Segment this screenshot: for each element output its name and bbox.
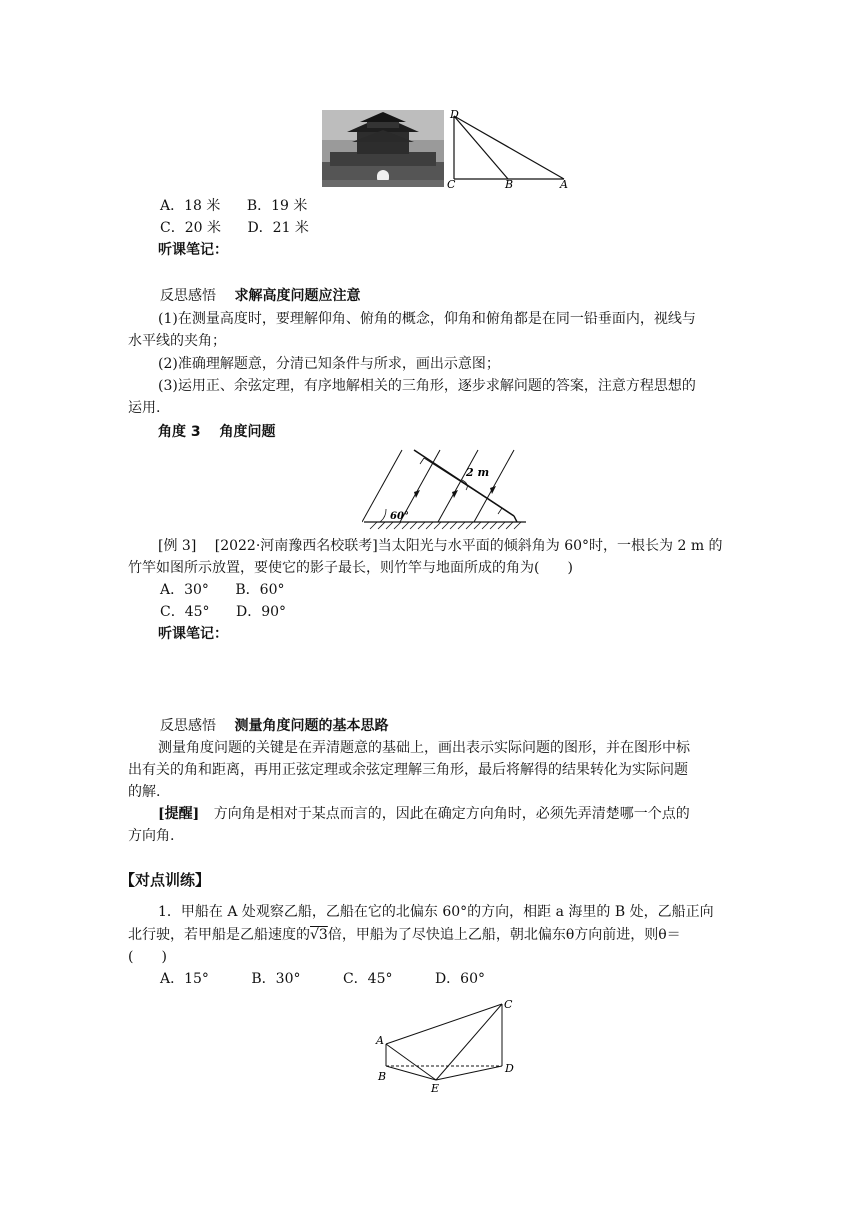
sun-ray-figure — [362, 446, 532, 530]
reflection-1-p2: (2)准确理解题意，分清已知条件与所求，画出示意图； — [158, 356, 500, 372]
label-a: A — [560, 178, 568, 190]
practice-q1-line3: ( ) — [128, 949, 167, 965]
reflection-1-p3-line2: 运用. — [128, 400, 161, 416]
label-b3: B — [378, 1070, 387, 1083]
tip-label: [提醒] — [158, 806, 200, 822]
label-b: B — [505, 178, 514, 190]
label-d: D — [450, 108, 459, 121]
reflection-1-p1-line1: (1)在测量高度时，要理解仰角、俯角的概念，仰角和俯角都是在同一铅垂面内，视线与 — [158, 311, 696, 327]
reflection-2-line3: 的解. — [128, 784, 161, 800]
prism-figure — [370, 994, 520, 1094]
sqrt3: √3 — [310, 927, 328, 943]
reflection-2-line2: 出有关的角和距离，再用正弦定理或余弦定理解三角形，最后将解得的结果转化为实际问题 — [128, 762, 688, 778]
tower-photo — [322, 110, 444, 187]
label-e3: E — [431, 1082, 440, 1094]
practice-q1-line1: 1．甲船在 A 处观察乙船，乙船在它的北偏东 60°的方向，相距 a 海里的 B 处，乙船正向 — [158, 904, 714, 920]
reflection-1-title: 求解高度问题应注意 — [234, 288, 361, 304]
example-3-text1: 当太阳光与水平面的倾斜角为 60°时，一根长为 2 m 的 — [377, 538, 723, 554]
option-d: D．21 米 — [247, 220, 309, 236]
label-c: C — [447, 178, 456, 190]
tip-line2: 方向角. — [128, 828, 175, 844]
reflection-2-heading — [160, 716, 388, 736]
label-c3: C — [504, 998, 513, 1011]
tower-photo-drawing — [322, 110, 444, 187]
practice-q1-line2-b: 倍，甲船为了尽快追上乙船，朝北偏东θ方向前进，则θ＝ — [327, 927, 681, 943]
reflection-1-p3-line1: (3)运用正、余弦定理，有序地解相关的三角形，逐步求解问题的答案，注意方程思想的 — [158, 378, 696, 394]
reflection-1-label: 反思感悟 — [160, 288, 216, 304]
q2-options-row2 — [160, 218, 309, 238]
option-c: C．20 米 — [160, 220, 221, 236]
notes-label-2: 听课笔记： — [158, 626, 228, 642]
option-a: A．18 米 — [160, 198, 221, 214]
q2-options-row1 — [160, 196, 307, 216]
example-3-option-d: D．90° — [235, 604, 287, 620]
practice-option-a: A．15° — [160, 971, 209, 987]
label-a3: A — [376, 1034, 384, 1047]
practice-heading: 【对点训练】 — [120, 871, 211, 889]
example-3-source: [2022·河南豫西名校联考] — [214, 538, 378, 554]
example-3-text2: 竹竿如图所示放置，要使它的影子最长，则竹竿与地面所成的角为( ) — [128, 560, 573, 576]
practice-q1-line2 — [128, 925, 681, 945]
reflection-1-heading — [160, 286, 360, 306]
angle-label: 60° — [390, 511, 409, 522]
example-3-line1 — [158, 536, 723, 556]
length-label: 2 m — [466, 466, 490, 479]
practice-option-c: C．45° — [342, 971, 393, 987]
example-3-tag: [例 3] — [158, 538, 197, 554]
option-b: B．19 米 — [246, 198, 308, 214]
example-3-option-c: C．45° — [160, 604, 210, 620]
practice-options — [160, 969, 485, 989]
angle-3-label: 角度 3 — [158, 424, 201, 440]
tip-text1: 方向角是相对于某点而言的，因此在确定方向角时，必须先弄清楚哪一个点的 — [213, 806, 690, 822]
reflection-2-label: 反思感悟 — [160, 718, 216, 734]
angle-3-heading — [158, 422, 276, 442]
practice-option-b: B．30° — [251, 971, 301, 987]
label-d3: D — [505, 1062, 514, 1075]
practice-option-d: D．60° — [434, 971, 485, 987]
reflection-2-title: 测量角度问题的基本思路 — [234, 718, 389, 734]
example-3-options-row2 — [160, 602, 286, 622]
practice-q1-line2-a: 北行驶，若甲船是乙船速度的 — [128, 927, 310, 943]
example-3-option-a: A．30° — [160, 582, 209, 598]
reflection-1-p1-line2: 水平线的夹角； — [128, 333, 226, 349]
triangle-figure — [446, 108, 576, 190]
angle-3-title: 角度问题 — [219, 424, 276, 440]
tip-line1 — [158, 804, 690, 824]
notes-label-1: 听课笔记： — [158, 242, 228, 258]
example-3-option-b: B．60° — [235, 582, 285, 598]
example-3-options-row1 — [160, 580, 285, 600]
reflection-2-line1: 测量角度问题的关键是在弄清题意的基础上，画出表示实际问题的图形，并在图形中标 — [158, 740, 690, 756]
